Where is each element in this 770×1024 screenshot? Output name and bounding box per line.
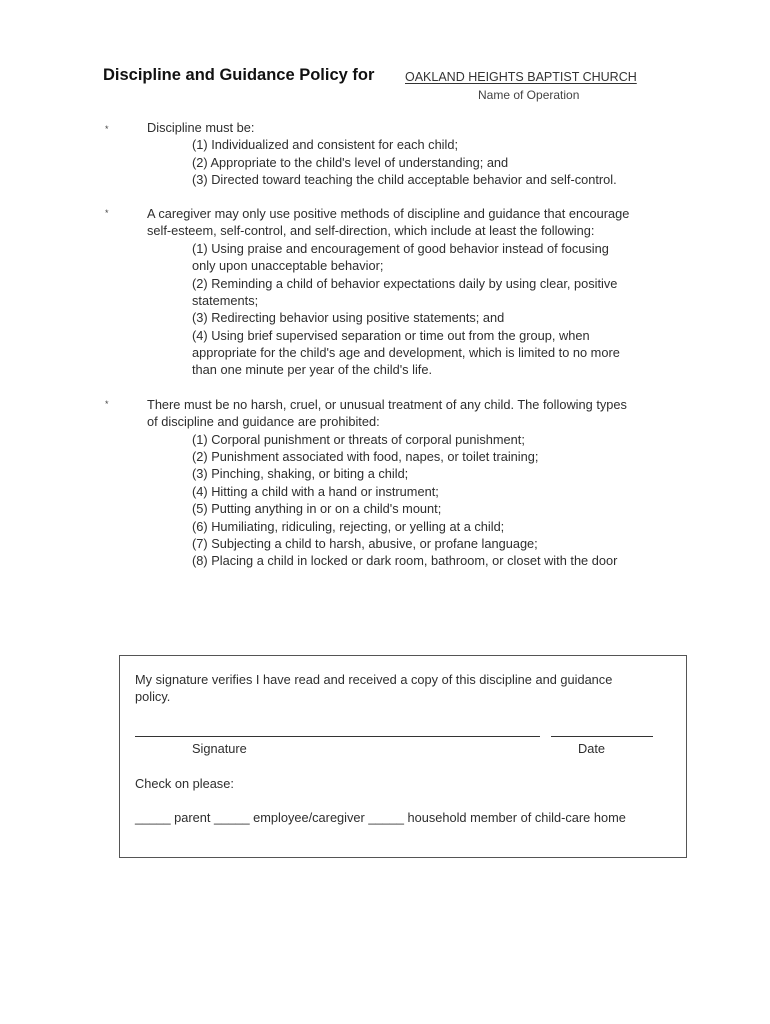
list-item: (4) Using brief supervised separation or time out from the group, when — [192, 328, 590, 343]
list-item: (1) Corporal punishment or threats of corporal punishment; — [192, 432, 525, 447]
list-item: (8) Placing a child in locked or dark room, bathroom, or closet with the door — [192, 553, 618, 568]
list-item: (4) Hitting a child with a hand or instrument; — [192, 484, 439, 499]
section-intro-line: Discipline must be: — [147, 120, 255, 135]
bullet-icon: * — [105, 124, 109, 134]
list-item: (2) Punishment associated with food, napes, or toilet training; — [192, 449, 539, 464]
check-label: Check on please: — [135, 776, 234, 791]
list-item: appropriate for the child's age and development, which is limited to no more — [192, 345, 620, 360]
section-intro-line: of discipline and guidance are prohibited: — [147, 414, 380, 429]
list-item: (5) Putting anything in or on a child's mount; — [192, 501, 442, 516]
list-item: (6) Humiliating, ridiculing, rejecting, or yelling at a child; — [192, 519, 505, 534]
signature-label: Signature — [192, 741, 247, 756]
list-item: only upon unacceptable behavior; — [192, 258, 384, 273]
list-item: (3) Directed toward teaching the child acceptable behavior and self-control. — [192, 172, 617, 187]
list-item: (3) Pinching, shaking, or biting a child; — [192, 466, 409, 481]
list-item: (2) Reminding a child of behavior expectations daily by using clear, positive — [192, 276, 618, 291]
operation-name-caption: Name of Operation — [478, 88, 580, 102]
section-intro-line: self-esteem, self-control, and self-direction, which include at least the following: — [147, 223, 595, 238]
role-checkbox-line[interactable]: _____ parent _____ employee/caregiver _____ household member of child-care home — [135, 810, 626, 825]
list-item: (2) Appropriate to the child's level of understanding; and — [192, 155, 509, 170]
document-title: Discipline and Guidance Policy for — [103, 66, 375, 84]
list-item: (1) Using praise and encouragement of good behavior instead of focusing — [192, 241, 609, 256]
signature-statement-line: policy. — [135, 689, 171, 704]
list-item: statements; — [192, 293, 259, 308]
list-item: than one minute per year of the child's life. — [192, 362, 433, 377]
date-line[interactable] — [551, 736, 653, 737]
signature-statement-line: My signature verifies I have read and received a copy of this discipline and guidance — [135, 672, 613, 687]
operation-name: OAKLAND HEIGHTS BAPTIST CHURCH — [405, 70, 637, 84]
bullet-icon: * — [105, 208, 109, 218]
signature-line[interactable] — [135, 736, 540, 737]
date-label: Date — [578, 741, 606, 756]
section-intro-line: A caregiver may only use positive methods of discipline and guidance that encourage — [147, 206, 630, 221]
bullet-icon: * — [105, 399, 109, 409]
list-item: (1) Individualized and consistent for each child; — [192, 137, 459, 152]
section-intro-line: There must be no harsh, cruel, or unusual treatment of any child. The following types — [147, 397, 627, 412]
list-item: (3) Redirecting behavior using positive statements; and — [192, 310, 505, 325]
list-item: (7) Subjecting a child to harsh, abusive, or profane language; — [192, 536, 538, 551]
